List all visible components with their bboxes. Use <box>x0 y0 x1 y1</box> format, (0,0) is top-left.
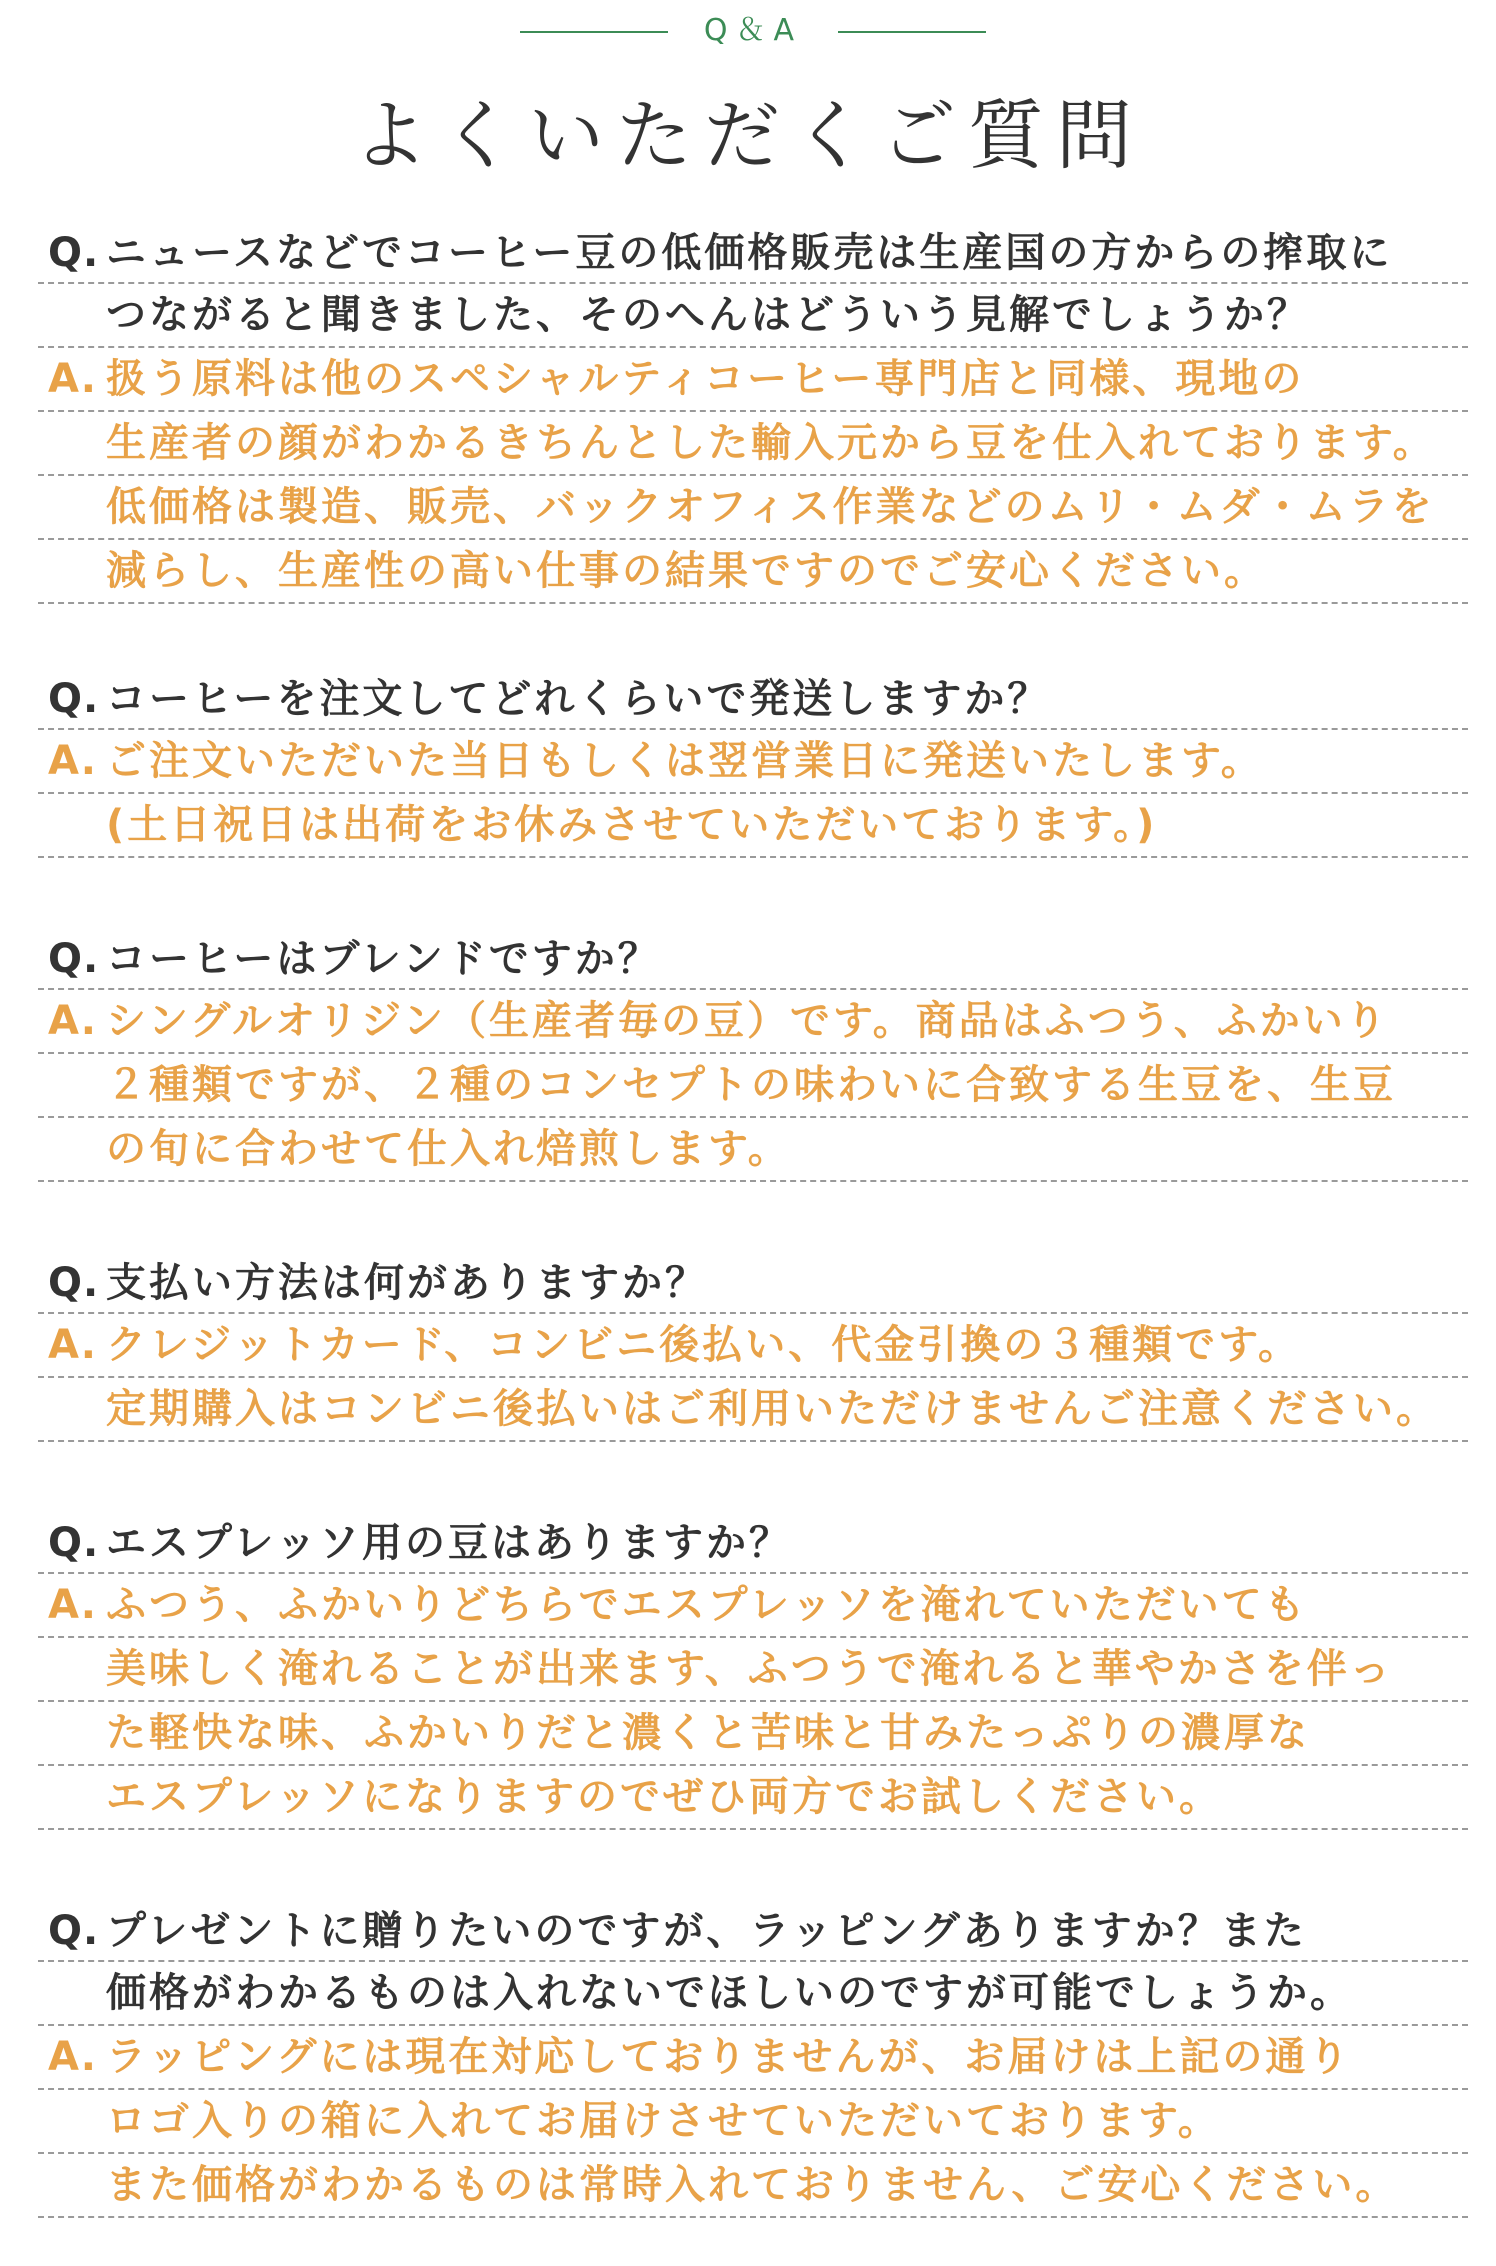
question-text: プレゼントに贈りたいのですが、ラッピングありますか？また <box>106 1908 1307 1954</box>
question-marker: Q. <box>48 1260 100 1306</box>
question-marker: Q. <box>48 1520 100 1566</box>
eyebrow-label: Q＆A <box>703 13 803 48</box>
question-marker: Q. <box>48 230 100 276</box>
answer-text: 定期購入はコンビニ後払いはご利用いただけませんご注意ください。 <box>106 1386 1439 1432</box>
question-text: 価格がわかるものは入れないでほしいのですが可能でしょうか。 <box>106 1970 1353 2016</box>
question-line <box>38 1962 1468 2026</box>
answer-text: 美味しく淹れることが出来ます、ふつうで淹れると華やかさを伴っ <box>106 1646 1393 1692</box>
question-line <box>38 928 1468 990</box>
question-marker: Q. <box>48 676 100 722</box>
answer-text: ご注文いただいた当日もしくは翌営業日に発送いたします。 <box>106 738 1264 784</box>
answer-text: エスプレッソになりますのでぜひ両方でお試しください。 <box>106 1774 1222 1820</box>
page-title: よくいただくご質問 <box>352 91 1144 180</box>
question-line <box>38 1512 1468 1574</box>
question-line <box>38 1900 1468 1962</box>
question-text: 支払い方法は何がありますか？ <box>106 1260 708 1306</box>
question-line <box>38 284 1468 348</box>
question-text: コーヒーはブレンドですか？ <box>106 936 661 982</box>
question-text: コーヒーを注文してどれくらいで発送しますか？ <box>106 676 1051 722</box>
answer-line <box>38 1638 1468 1702</box>
answer-text: 減らし、生産性の高い仕事の結果ですのでご安心ください。 <box>106 548 1267 594</box>
answer-text: シングルオリジン（生産者毎の豆）です。商品はふつう、ふかいり <box>106 998 1389 1044</box>
eyebrow-divider-right <box>838 31 986 33</box>
answer-line <box>38 1054 1468 1118</box>
answer-line <box>38 794 1468 858</box>
answer-text: 低価格は製造、販売、バックオフィス作業などのムリ・ムダ・ムラを <box>106 484 1435 530</box>
answer-line <box>38 2090 1468 2154</box>
answer-marker: A. <box>48 738 97 784</box>
answer-text: ふつう、ふかいりどちらでエスプレッソを淹れていただいても <box>106 1582 1308 1628</box>
answer-line <box>38 1314 1468 1378</box>
answer-line <box>38 730 1468 794</box>
answer-line <box>38 412 1468 476</box>
answer-line <box>38 348 1468 412</box>
answer-line <box>38 1766 1468 1830</box>
question-line <box>38 668 1468 730</box>
answer-text: また価格がわかるものは常時入れておりません、ご安心ください。 <box>106 2162 1399 2208</box>
answer-line <box>38 476 1468 540</box>
question-text: エスプレッソ用の豆はありますか？ <box>106 1520 792 1566</box>
answer-text: クレジットカード、コンビニ後払い、代金引換の３種類です。 <box>106 1322 1301 1368</box>
eyebrow-divider-left <box>520 31 668 33</box>
question-marker: Q. <box>48 1908 100 1954</box>
section-eyebrow <box>0 10 1496 50</box>
question-line <box>38 222 1468 284</box>
question-text: ニュースなどでコーヒー豆の低価格販売は生産国の方からの搾取に <box>106 230 1393 276</box>
answer-line <box>38 990 1468 1054</box>
faq-item-6 <box>38 1900 1468 2218</box>
answer-marker: A. <box>48 998 97 1044</box>
answer-line <box>38 2154 1468 2218</box>
faq-item-4 <box>38 1252 1468 1442</box>
answer-text: 扱う原料は他のスペシャルティコーヒー専門店と同様、現地の <box>106 356 1305 402</box>
answer-marker: A. <box>48 1322 97 1368</box>
answer-line <box>38 1702 1468 1766</box>
question-marker: Q. <box>48 936 100 982</box>
answer-line <box>38 1118 1468 1182</box>
answer-text: た軽快な味、ふかいりだと濃くと苦味と甘みたっぷりの濃厚な <box>106 1710 1310 1756</box>
faq-item-5 <box>38 1512 1468 1830</box>
answer-line <box>38 1378 1468 1442</box>
answer-line <box>38 1574 1468 1638</box>
answer-line <box>38 540 1468 604</box>
answer-text: 生産者の顔がわかるきちんとした輸入元から豆を仕入れております。 <box>106 420 1436 466</box>
faq-item-2 <box>38 668 1468 858</box>
question-text: つながると聞きました、そのへんはどういう見解でしょうか？ <box>106 292 1310 338</box>
answer-marker: A. <box>48 1582 97 1628</box>
answer-text: (土日祝日は出荷をお休みさせていただいております。) <box>106 802 1158 848</box>
faq-item-3 <box>38 928 1468 1182</box>
answer-marker: A. <box>48 2034 97 2080</box>
answer-marker: A. <box>48 356 97 402</box>
answer-text: ラッピングには現在対応しておりませんが、お届けは上記の通り <box>106 2034 1352 2080</box>
answer-line <box>38 2026 1468 2090</box>
answer-text: ２種類ですが、２種のコンセプトの味わいに合致する生豆を、生豆 <box>106 1062 1396 1108</box>
question-line <box>38 1252 1468 1314</box>
answer-text: ロゴ入りの箱に入れてお届けさせていただいております。 <box>106 2098 1221 2144</box>
faq-item-1 <box>38 222 1468 604</box>
answer-text: の旬に合わせて仕入れ焙煎します。 <box>106 1126 791 1172</box>
